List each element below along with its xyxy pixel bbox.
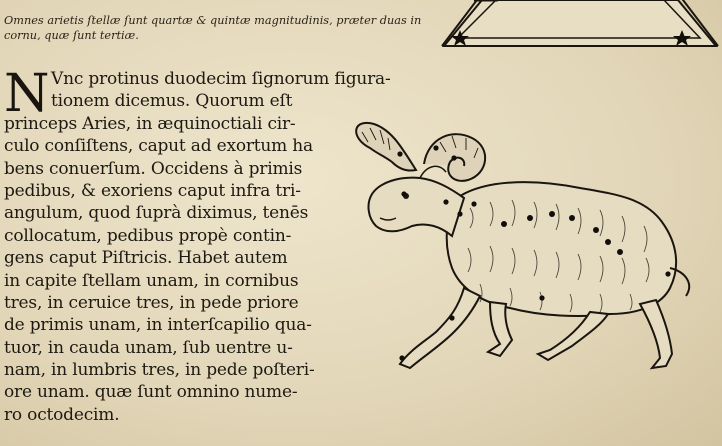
text-line: bens conuerſum. Occidens à primis (4, 158, 303, 179)
text-line: collocatum, pedibus propè contin- (4, 225, 292, 246)
drop-cap: N (4, 64, 50, 124)
text-line: tionem dicemus. Quorum eſt (51, 91, 293, 112)
figure-caption (4, 13, 434, 43)
text-line: in capite ſtellam unam, in cornibus (4, 270, 299, 291)
text-line: de primis unam, in interſcapilio qua- (4, 315, 312, 336)
caption-line: Omnes arietis ſtellæ ſunt quartæ & quintæ magnitudinis, præter duas in (4, 14, 422, 27)
text-line: Vnc protinus duodecim ſignorum figura- (51, 69, 391, 89)
text-line: angulum, quod ſuprà diximus, tenēs (4, 203, 309, 224)
aries-ram-icon (340, 118, 700, 386)
body-paragraph (4, 64, 391, 426)
text-line: ro octodecim. (4, 404, 120, 425)
text-line: tres, in ceruice tres, in pede priore (4, 292, 299, 313)
text-line: pedibus, & exoriens caput infra tri- (4, 180, 301, 201)
text-line: nam, in lumbris tres, in pede poſteri- (4, 360, 315, 381)
text-line: gens caput Piſtricis. Habet autem (4, 248, 288, 269)
triangle-constellation-icon (438, 0, 722, 56)
text-line: culo conſiſtens, caput ad exortum ha (4, 136, 313, 157)
caption-line: cornu, quæ ſunt tertiæ. (4, 29, 139, 42)
text-line: princeps Aries, in æquinoctiali cir- (4, 113, 296, 134)
text-line: ore unam. quæ ſunt omnino nume- (4, 382, 298, 403)
text-line: tuor, in cauda unam, ſub uentre u- (4, 337, 293, 358)
